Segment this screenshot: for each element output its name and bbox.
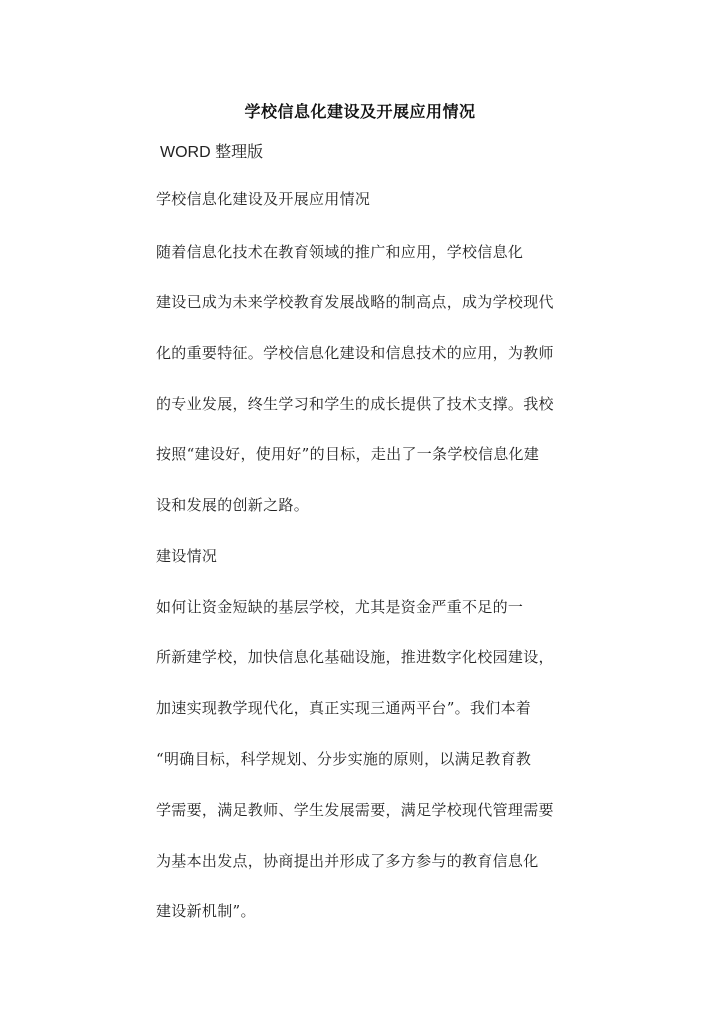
paragraph-line: 所新建学校，加快信息化基础设施，推进数字化校园建设， [156, 648, 554, 666]
paragraph-line: 建设新机制”。 [156, 902, 256, 920]
paragraph-line: 建设已成为未来学校教育发展战略的制高点，成为学校现代 [156, 293, 554, 311]
paragraph-line: 化的重要特征。学校信息化建设和信息技术的应用，为教师 [156, 344, 554, 362]
paragraph-line: 为基本出发点，协商提出并形成了多方参与的教育信息化 [156, 852, 539, 870]
paragraph-line: 学需要，满足教师、学生发展需要，满足学校现代管理需要 [156, 801, 554, 819]
section-heading: 建设情况 [156, 547, 218, 565]
paragraph-line: 加速实现教学现代化，真正实现三通两平台”。我们本着 [156, 699, 532, 717]
paragraph-line: 设和发展的创新之路。 [156, 496, 310, 514]
document-subtitle: WORD 整理版 [160, 144, 264, 161]
paragraph-line: 随着信息化技术在教育领域的推广和应用，学校信息化 [156, 243, 524, 261]
paragraph-line: 的专业发展，终生学习和学生的成长提供了技术支撑。我校 [156, 395, 554, 413]
document-title: 学校信息化建设及开展应用情况 [244, 102, 476, 121]
paragraph-line: 按照“建设好，使用好”的目标，走出了一条学校信息化建 [156, 445, 540, 463]
paragraph-line: “明确目标，科学规划、分步实施的原则，以满足教育教 [156, 750, 532, 768]
section-heading: 学校信息化建设及开展应用情况 [156, 190, 371, 208]
paragraph-line: 如何让资金短缺的基层学校，尤其是资金严重不足的一 [156, 598, 524, 616]
